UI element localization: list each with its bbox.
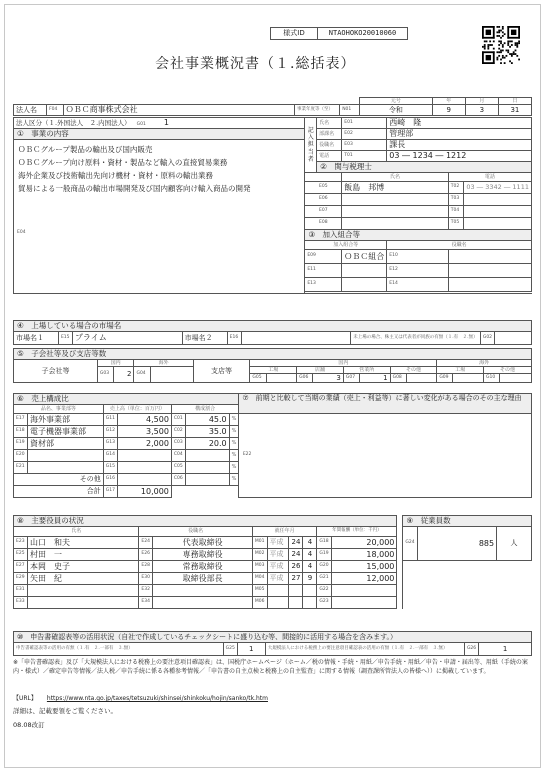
form-id-box — [270, 27, 408, 40]
section-5-title: ⑤ 子会社等及び支店等数 — [14, 349, 532, 360]
sales-section: ⑥ 売上構成比 ⑦ 前期と比較して当期の業績（売上・利益等）に著しい変化がある場合のその主な理由 品名、事業部等 売上高（単位：百万円） 構成割合 E17 海外事業部 G11 4,500 C01 45.0 % E22 E18 電子機器事業部 G12 3,500 C02 35.0 % E19 資材部 G13 2,000 C03 20.0 % E20 G14 C04 % E21 G15 C05 % その他 G16 C06 % 合計 G17 10,000 — [13, 393, 532, 498]
url-label: 【URL】 — [13, 695, 37, 702]
employee-count: 885 — [417, 527, 497, 561]
sales-amount: 4,500 — [118, 414, 172, 426]
resp-tel: 03 ― 1234 ― 1212 — [387, 151, 532, 162]
section-8-title: ⑧ 主要役員の状況 — [14, 516, 397, 527]
market1-label: 市場名１ — [14, 332, 59, 345]
fiscal-label: 事業年度等（至） — [295, 105, 340, 116]
era: 令和 — [360, 105, 433, 116]
footer-revision: 08.08改訂 — [13, 721, 45, 729]
corp-kind: 1 — [163, 117, 169, 127]
month-label: 月 — [465, 98, 498, 105]
branch-label: 支店等 — [193, 360, 250, 383]
tax-tel-header: 電話 — [448, 173, 531, 182]
note: ※「申告書確認表」及び「大規模法人における税務上の要注意項目確認表」は、国税庁ホームページ（ホーム／税の情報・手続・用紙／申告手続・用紙／申告・申請・届出等、用紙（手続の案内・様式）／確定申告等情報／法人税／申告手続に係る各種参考情報／「申告書の自主点検と税務上の自主監査」に関する情報（調査課所管法人の皆様へ））に掲載しています。 — [13, 659, 528, 675]
responder-vlabel: 記入担当者 — [305, 118, 317, 173]
business-line: ＯＢＣグループ向け原料・資材・製品など輸入の直接貿易業務 — [18, 158, 228, 167]
year: 9 — [432, 105, 465, 116]
checklist-q1: 申告書確認表等の活用の有無（１.有 ２.一部有 ３.無） — [14, 643, 224, 656]
section-6-title: ⑥ 売上構成比 — [14, 394, 239, 405]
section-7-title: ⑦ 前期と比較して当期の業績（売上・利益等）に著しい変化がある場合のその主な理由 — [239, 394, 532, 414]
resp-name-label: 氏名 — [317, 118, 342, 129]
checklist-a2: 1 — [479, 643, 532, 656]
sales-amount: 3,500 — [118, 426, 172, 438]
checklist-q2: 大規模法人における税務上の要注意項目確認表の活用の有無（１.有 ２.一部有 ３.無） — [265, 643, 464, 656]
business-line: ＯＢＣグループ製品の輸出及び国内販売 — [18, 145, 153, 154]
section-4-title: ④ 上場している場合の市場名 — [14, 321, 532, 332]
tax-name: 飯島 邦博 — [342, 182, 448, 194]
day-label: 日 — [498, 98, 531, 105]
resp-title: 課長 — [387, 140, 532, 151]
sales-other-label: その他 — [14, 474, 104, 486]
section-3-title: ③ 加入組合等 — [305, 230, 532, 241]
corp-name-label: 法人名 — [14, 105, 47, 116]
page-title: 会社事業概況書（１.総括表） — [155, 56, 356, 72]
officer-name: 山口 和夫 — [27, 537, 138, 549]
sales-name: 資材部 — [27, 438, 103, 450]
footer-details: 詳細は、記載要領をご覧ください。 — [13, 707, 117, 715]
officer-position: 代表取締役 — [153, 537, 253, 549]
checklist-section: ⑩ 申告書確認表等の活用状況（自社で作成しているチェックシートに盛り込む等、間接的に活用する場合を含みます。） 申告書確認表等の活用の有無（１.有 ２.一部有 ３.無） G25 1 大規模法人における税務上の要注意項目確認表の活用の有無（１.有 ２.一部有 ３.無） G26 1 — [13, 631, 532, 656]
corp-name: ＯＢＣ商事株式会社 — [63, 105, 294, 116]
business-content — [14, 140, 305, 294]
subsidiary-label: 子会社等 — [14, 360, 98, 383]
url-line — [13, 693, 268, 702]
officer-position: 専務取締役 — [153, 549, 253, 561]
day: 31 — [498, 105, 531, 116]
year-label: 年 — [432, 98, 465, 105]
tax-name-header: 氏名 — [342, 173, 448, 182]
resp-name: 西崎 隆 — [387, 118, 532, 129]
market1: プライム — [72, 332, 182, 345]
officer-pay: 15,000 — [331, 561, 397, 573]
business-line: 海外企業及び技術輸出先向け機材・資材・原料の輸出業務 — [18, 171, 213, 180]
resp-dept-label: 部課名 — [317, 129, 342, 140]
officers-section: ⑧ 主要役員の状況 ⑨ 従業員数 氏名 役職名 就任年月 年間報酬（単位：千円） G24 885 人 E23 山口 和夫 E24 代表取締役 M01 平成 24 4 G18 20,000 E25 村田 一 E26 専務取締役 M02 平成 24 4 G19 18,000 E27 本岡 史子 E28 常務取締役 M03 平成 26 4 G20 15,000 E29 矢田 紀 E30 取締役部長 M04 平成 27 9 G21 12,000 E31 E32 M05 G22 E33 E34 M06 G23 — [13, 515, 532, 609]
tax-tel: 03 ― 3342 ― 1111 — [464, 182, 532, 194]
resp-title-label: 役職名 — [317, 140, 342, 151]
sales-amount: 2,000 — [118, 438, 172, 450]
checklist-a1: 1 — [237, 643, 265, 656]
officer-pay: 12,000 — [331, 573, 397, 585]
sales-pct: 20.0 — [185, 438, 229, 450]
union-role-header: 役職名 — [387, 241, 532, 250]
market-note: 未上場の場合、株主又は代表者が同族の有無（１.有 ２.無） — [351, 332, 481, 345]
market2-label: 市場名２ — [182, 332, 227, 345]
sales-name: 海外事業部 — [27, 414, 103, 426]
sales-pct: 35.0 — [185, 426, 229, 438]
section-10-title: ⑩ 申告書確認表等の活用状況（自社で作成しているチェックシートに盛り込む等、間接的に活用する場合を含みます。） — [14, 632, 532, 643]
officer-pay: 20,000 — [331, 537, 397, 549]
subsidiary-domestic: 2 — [114, 367, 134, 383]
resp-dept: 管理部 — [387, 129, 532, 140]
business-line: 貿易による一般商品の輸出市場開発及び国内顧客向け輸入商品の開発 — [18, 184, 251, 193]
section-2-title: ② 関与税理士 — [317, 162, 532, 173]
era-label: 元号 — [360, 98, 433, 105]
union-header: 加入組合等 — [305, 241, 387, 250]
section-1-title: ① 事業の内容 — [14, 129, 305, 140]
branch-shops: 3 — [313, 374, 344, 383]
branch-offices: 1 — [359, 374, 390, 383]
sales-total-label: 合計 — [14, 486, 104, 498]
officer-name: 矢田 紀 — [27, 573, 138, 585]
corp-kind-label: 法人区分（１.外国法人 ２.内国法人） G01 1 — [14, 118, 305, 129]
business-section: 法人区分（１.外国法人 ２.内国法人） G01 1 記入担当者 氏名 E01 西崎 隆 ① 事業の内容 部課名 E02 管理部 ＯＢＣグループ製品の輸出及び国内販売 ＯＢＣグループ向け原料・資材・製品など輸入の直接貿易業務 海外企業及び技術輸出先向け機材・資材・原料の輸出業務 貿易による一般商品の輸出市場開発及び国内顧客向け輸入商品の開発 役職名 E03 課長 電話 T01 03 ― 1234 ― 1212 ② 関与税理士 氏名 電話 E05 飯島 邦博 T02 03 ― 3342 ― 1111 E06 T03 E07 T04 E08 T05 ③ 加入組合等 加入組合等 役職名 E09 ＯＢＣ組合 E10 E11 E12 E13 E14 — [13, 117, 532, 294]
union-name: ＯＢＣ組合 — [342, 250, 387, 264]
branch-section: ⑤ 子会社等及び支店等数 子会社等 国内 海外 支店等 国内 海外 G03 2 G04 工場 店舗 営業所 その他 工場 その他 G05 G06 3 G07 1 G08 G09 G10 — [13, 348, 532, 383]
url-link[interactable]: https://www.nta.go.jp/taxes/tetsuzuki/shinsei/shinkoku/hojin/sanko/tk.htm — [46, 695, 268, 702]
market-section: ④ 上場している場合の市場名 市場名１ E15 プライム 市場名２ E16 未上場の場合、株主又は代表者が同族の有無（１.有 ２.無） G02 — [13, 320, 532, 345]
qr-code-icon — [482, 26, 520, 64]
month: 3 — [465, 105, 498, 116]
form-id: NTAOHOKO20010060 — [318, 28, 408, 40]
officer-name: 本岡 史子 — [27, 561, 138, 573]
sales-total: 10,000 — [118, 486, 172, 498]
officer-position: 取締役部長 — [153, 573, 253, 585]
form-id-label: 様式ID — [271, 28, 318, 40]
form-page: 様式ID NTAOHOKO20010060 会社事業概況書（１.総括表） 元号 年 月 日 法人名 F04 ＯＢＣ商事株式会社 事業年度等（至） N01 令和 9 3 31 法人区分（１.外国法人 ２.内国法人） G01 1 記入担当者 氏名 E01 西崎 隆 ① 事業の内容 部課名 E02 管理部 ＯＢＣグループ製品の輸出及び国内販売 ＯＢＣグループ向け原料・資材・製品など輸入の直接貿易業務 海外企業及び技術輸出先向け機材・資材・原料の輸出業務 貿易による一般商品の輸出市場開発及び国内顧客向け輸入商品の開発 役職名 E03 課長 電話 T01 03 ― 1234 ― 1212 ② 関与税理士 氏名 電話 E05 飯島 邦博 T02 03 ― 3342 ― 1111 E06 T03 E07 T04 E08 T05 ③ 加入組合等 加入組合等 役職名 E09 ＯＢＣ組合 E10 E11 E12 E13 E14 E04 ④ 上場している場合の市場名 市場名１ E15 プライム 市場名２ E16 未上場の場合、株主又は代表者が同族の有無（１.有 ２.無） G02 ⑤ 子会社等及び支店等数 子会社等 国内 海外 支店等 国内 海外 G03 2 G04 工場 店舗 営業所 その他 工場 その他 G05 G06 3 G07 1 G08 G09 G10 ⑥ 売上構成比 ⑦ 前期と比較して当期の業績（売上・利益等）に著しい変化がある場合のその主な理由 品名、事業部等 売上高（単位：百万円） 構成割合 E17 海外事業部 G11 4,500 C01 45.0 % E22 E18 電子機器事業部 G12 3,500 C02 35.0 % E19 資材部 G13 2,000 C03 20.0 % E20 G14 C04 % E21 G15 C05 % その他 G16 C06 % 合計 G17 10,000 ⑧ 主要役員の状況 ⑨ 従業員数 氏名 役職名 就任年月 年間報酬（単位：千円） G24 885 人 E23 山口 和夫 E24 代表取締役 M01 平成 24 4 G18 20,000 E25 村田 一 E26 専務取締役 M02 平成 24 4 G19 18,000 E27 本岡 史子 E28 常務取締役 M03 平成 26 4 G20 15,000 E29 矢田 紀 E30 取締役部長 M04 平成 27 9 G21 12,000 E31 E32 M05 G22 E33 E34 M06 G23 ⑩ 申告書確認表等の活用状況（自社で作成しているチェックシートに盛り込む等、間接的に活用する場合を含みます。） 申告書確認表等の活用の有無（１.有 ２.一部有 ３.無） G25 1 大規模法人における税務上の要注意項目確認表の活用の有無（１.有 ２.一部有 ３.無） G26 1 ※「申告書確認表」及び「大規模法人における税務上の要注意項目確認表」は、国税庁ホームページ（ホーム／税の情報・手続・用紙／申告手続・用紙／申告・申請・届出等、用紙（手続の案内・様式）／確定申告等情報／法人税／申告手続に係る各種参考情報／「申告書の自主点検と税務上の自主監査」に関する情報（調査課所管法人の皆様へ））に掲載しています。 【URL】 https://www.nta.go.jp/taxes/tetsuzuki/shinsei/shinkoku/hojin/sanko/tk.htm 詳細は、記載要領をご覧ください。 08.08改訂 — [4, 4, 541, 768]
officer-pay: 18,000 — [331, 549, 397, 561]
sales-pct: 45.0 — [185, 414, 229, 426]
officer-position: 常務取締役 — [153, 561, 253, 573]
sales-name: 電子機器事業部 — [27, 426, 103, 438]
resp-tel-label: 電話 — [317, 151, 342, 162]
officer-name: 村田 一 — [27, 549, 138, 561]
corp-info-table: 元号 年 月 日 法人名 F04 ＯＢＣ商事株式会社 事業年度等（至） N01 令和 9 3 31 — [13, 97, 532, 116]
section-9-title: ⑨ 従業員数 — [403, 516, 532, 527]
